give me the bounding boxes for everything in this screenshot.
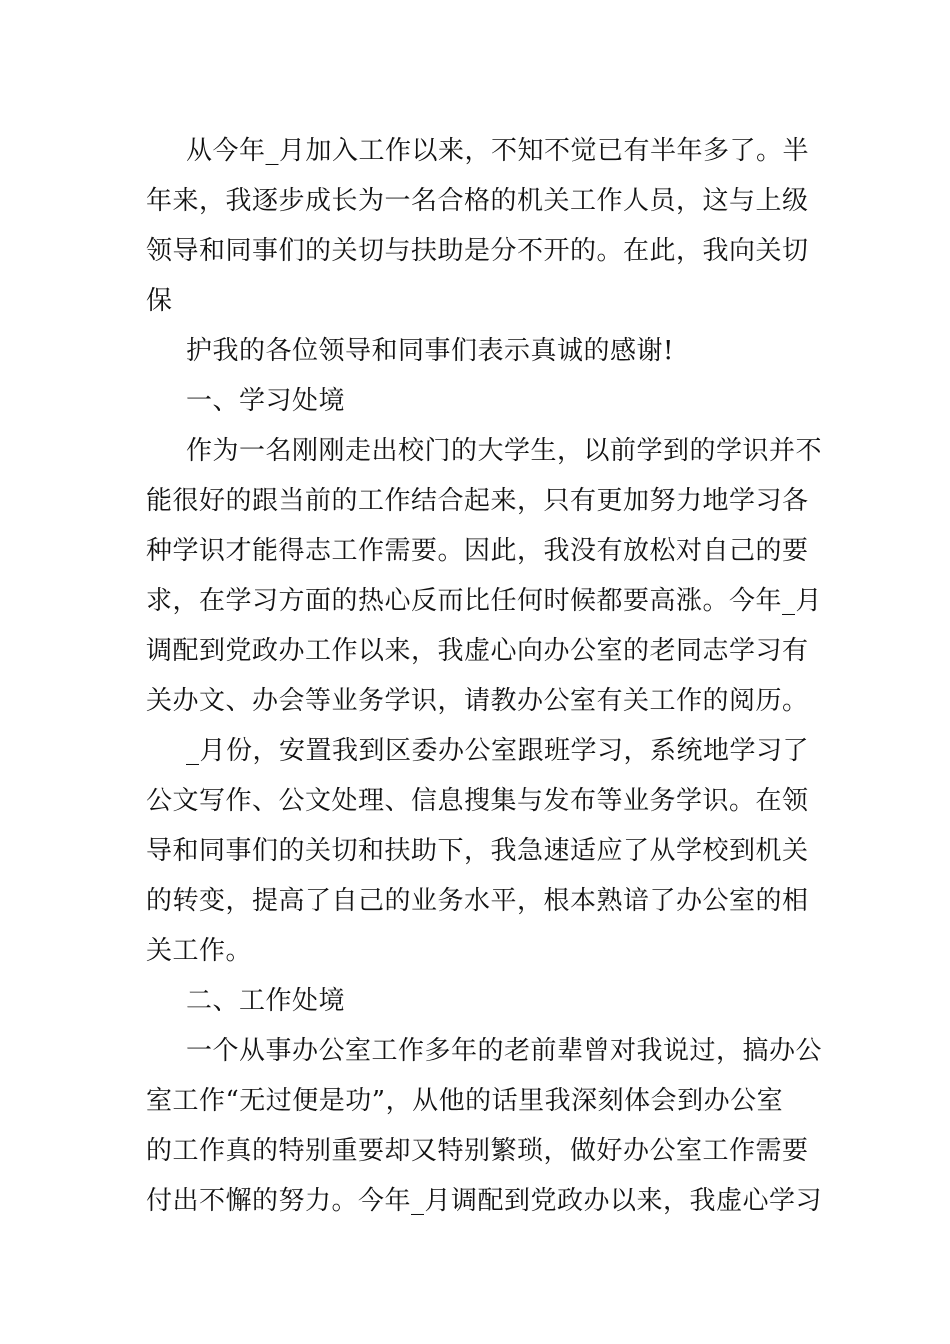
text-line: 领导和同事们的关切与扶助是分不开的。在此，我向关切 <box>146 236 809 266</box>
text-line: 关工作。 <box>146 936 253 966</box>
text-line: _月份，安置我到区委办公室跟班学习，系统地学习了 <box>186 736 810 766</box>
text-line: 能很好的跟当前的工作结合起来，只有更加努力地学习各 <box>146 486 809 516</box>
text-line: 从今年_月加入工作以来，不知不觉已有半年多了。半 <box>186 136 810 166</box>
text-line: 作为一名刚刚走出校门的大学生，以前学到的学识并不 <box>186 436 823 466</box>
text-line: 一个从事办公室工作多年的老前辈曾对我说过，搞办公 <box>186 1036 823 1066</box>
text-line: 年来，我逐步成长为一名合格的机关工作人员，这与上级 <box>146 186 809 216</box>
text-line: 公文写作、公文处理、信息搜集与发布等业务学识。在领 <box>146 786 809 816</box>
text-line: 种学识才能得志工作需要。因此，我没有放松对自己的要 <box>146 536 809 566</box>
text-line: 导和同事们的关切和扶助下，我急速适应了从学校到机关 <box>146 836 809 866</box>
text-line: 付出不懈的努力。今年_月调配到党政办以来，我虚心学习 <box>146 1186 823 1216</box>
section-heading: 二、工作处境 <box>186 986 346 1016</box>
text-line: 关办文、办会等业务学识，请教办公室有关工作的阅历。 <box>146 686 809 716</box>
section-heading: 一、学习处境 <box>186 386 346 416</box>
text-line: 的转变，提高了自己的业务水平，根本熟谙了办公室的相 <box>146 886 809 916</box>
text-line: 护我的各位领导和同事们表示真诚的感谢! <box>186 336 674 366</box>
text-line: 保 <box>146 286 173 316</box>
text-line: 求，在学习方面的热心反而比任何时候都要高涨。今年_月 <box>146 586 823 616</box>
text-line: 的工作真的特别重要却又特别繁琐，做好办公室工作需要 <box>146 1136 809 1166</box>
text-line: 调配到党政办工作以来，我虚心向办公室的老同志学习有 <box>146 636 809 666</box>
text-line: 室工作“无过便是功”，从他的话里我深刻体会到办公室 <box>146 1086 784 1116</box>
